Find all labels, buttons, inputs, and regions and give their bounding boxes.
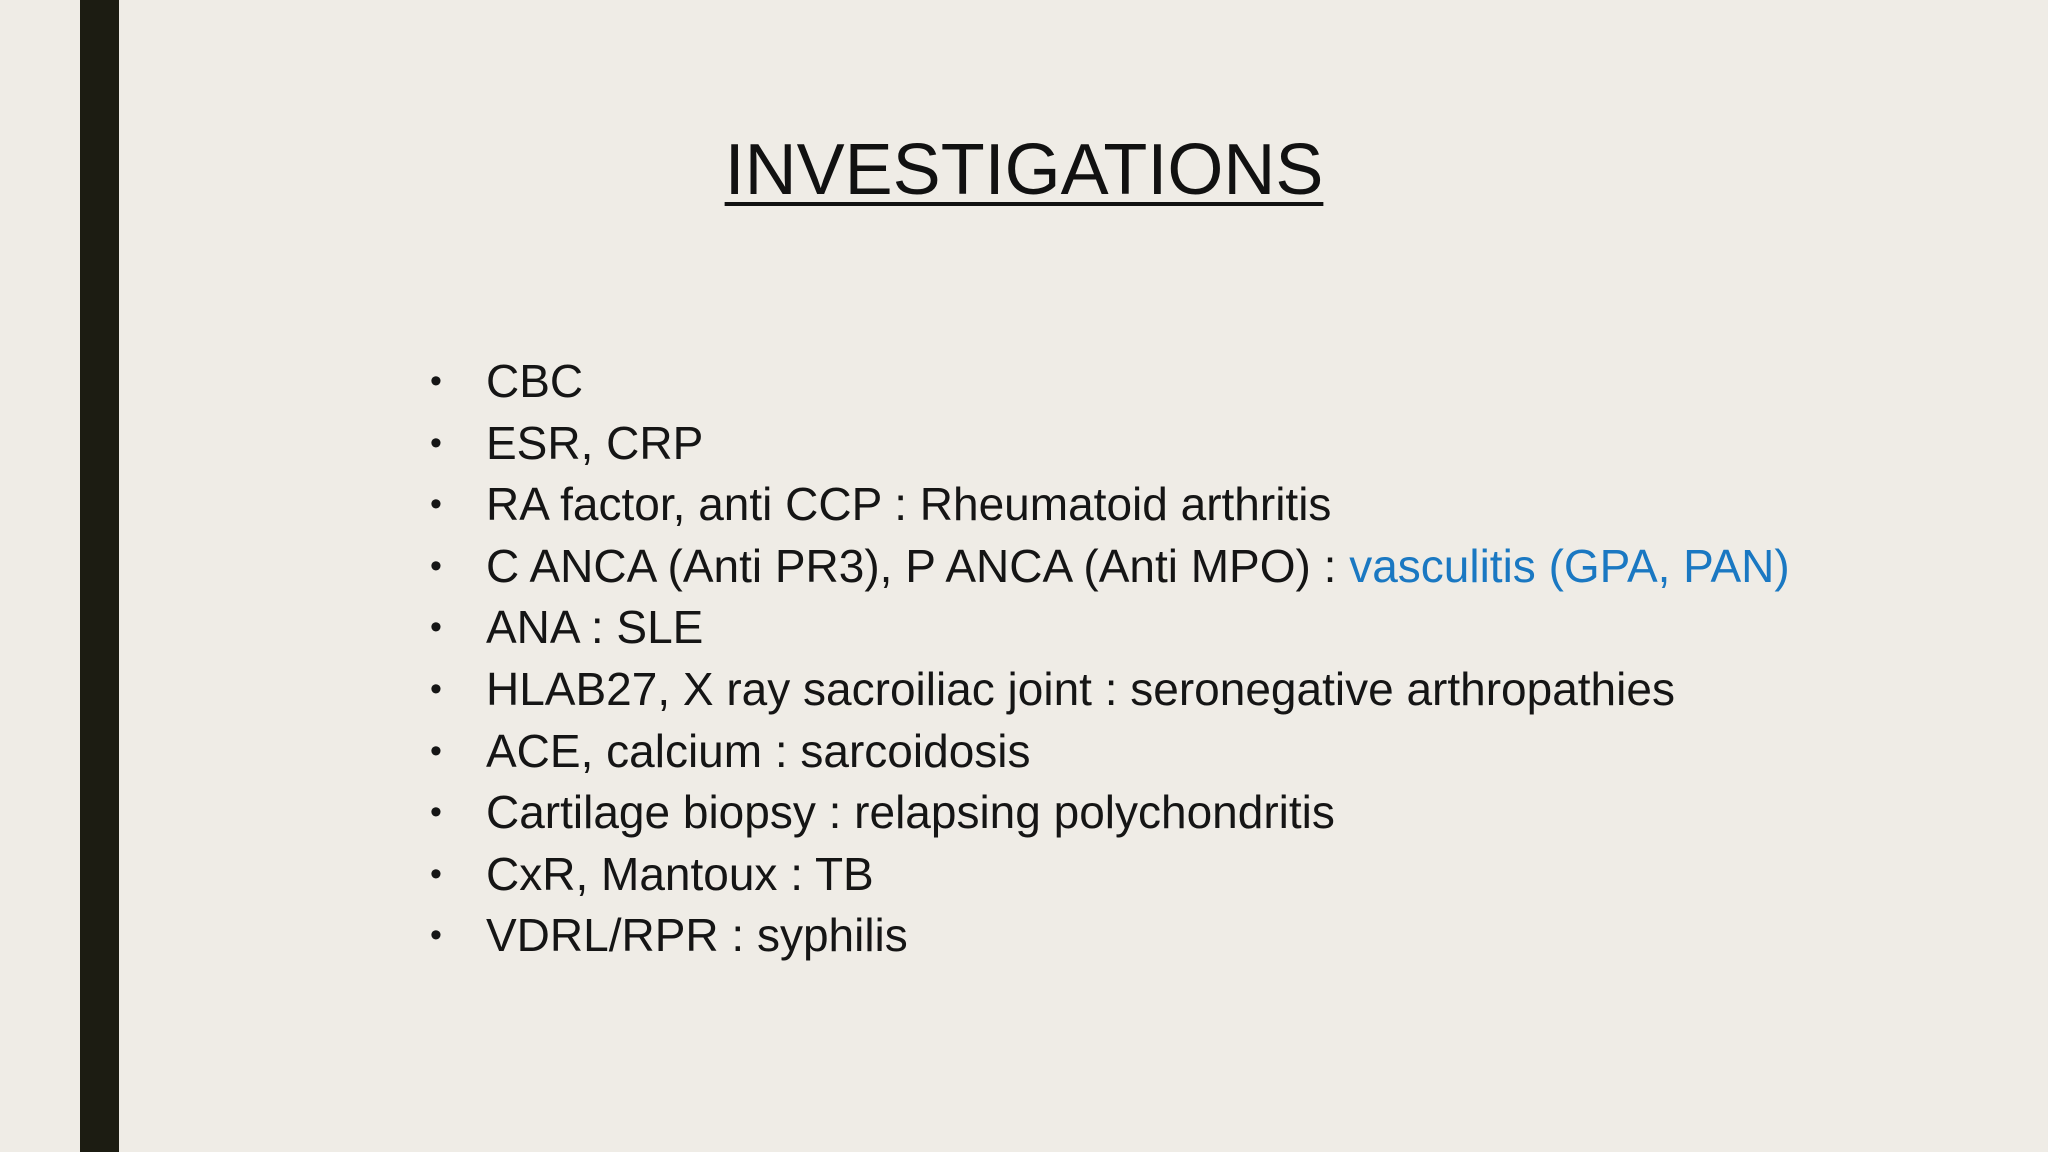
list-item: [430, 659, 1790, 721]
list-item: [430, 597, 1790, 659]
bullet-icon: •: [430, 485, 442, 524]
list-item: [430, 474, 1790, 536]
list-item: [430, 721, 1790, 783]
list-item: [430, 413, 1790, 475]
list-item: [430, 536, 1790, 598]
list-item-text: ESR, CRP: [486, 416, 704, 469]
list-item-text: C ANCA (Anti PR3), P ANCA (Anti MPO) :: [486, 539, 1350, 592]
bullet-icon: •: [430, 669, 442, 708]
bullet-icon: •: [430, 731, 442, 770]
bullet-list: [430, 351, 1790, 967]
bullet-icon: •: [430, 423, 442, 462]
list-item-text: CxR, Mantoux : TB: [486, 847, 874, 900]
bullet-icon: •: [430, 362, 442, 400]
bullet-icon: •: [430, 793, 442, 832]
bullet-icon: •: [430, 608, 442, 647]
list-item-highlight: vasculitis (GPA, PAN): [1349, 539, 1790, 592]
list-item-text: VDRL/RPR : syphilis: [486, 909, 908, 962]
bullet-icon: •: [430, 916, 442, 955]
list-item-text: Cartilage biopsy : relapsing polychondritis: [486, 786, 1335, 839]
bullet-icon: •: [430, 854, 442, 893]
bullet-icon: •: [430, 546, 442, 585]
list-item: [430, 351, 1790, 413]
list-item-text: CBC: [486, 355, 584, 407]
list-item: [430, 782, 1790, 844]
list-item-text: RA factor, anti CCP : Rheumatoid arthritis: [486, 478, 1332, 531]
list-item-text: HLAB27, X ray sacroiliac joint : seronegative arthropathies: [486, 662, 1675, 715]
list-item-text: ANA : SLE: [486, 601, 704, 654]
list-item: [430, 905, 1790, 967]
slide-title: [0, 126, 2048, 214]
list-item: [430, 844, 1790, 906]
list-item-text: ACE, calcium : sarcoidosis: [486, 724, 1031, 777]
slide-title-text: INVESTIGATIONS: [724, 130, 1324, 210]
